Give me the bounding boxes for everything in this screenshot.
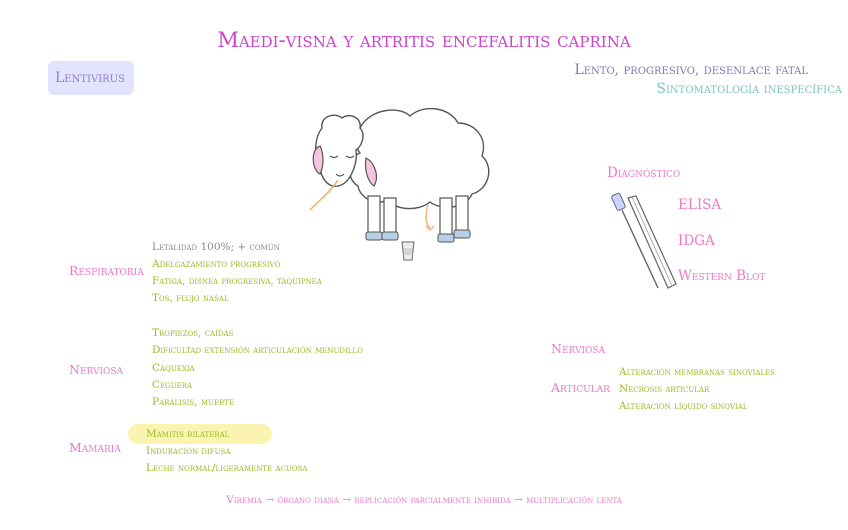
- list-item: Leche normal/ligeramente acuosa: [146, 462, 308, 474]
- nerviosa-label: Nerviosa: [69, 362, 124, 377]
- symptomatology-note: Sintomatología inespecífica: [656, 81, 842, 97]
- list-item: Fatiga, disnea progresiva, taquipnea: [152, 275, 322, 287]
- page-title: Maedi-visna y artritis encefalitis caprina: [217, 28, 631, 52]
- caprina-nerviosa-label: Nerviosa: [551, 341, 606, 356]
- list-item: Mamitis bilateral: [146, 428, 230, 440]
- list-item: Tos, flujo nasal: [152, 292, 229, 304]
- sheep-icon: [300, 98, 500, 268]
- course-description: Lento, progresivo, desenlace fatal: [574, 62, 808, 78]
- list-item: Ceguera: [152, 379, 193, 391]
- mamaria-label: Mamaria: [69, 440, 121, 455]
- list-item: Tropiezos, caídas: [152, 327, 234, 339]
- milk-cup-icon: [401, 240, 415, 262]
- respiratoria-label: Respiratoria: [69, 263, 144, 278]
- list-item: Caquexia: [152, 362, 195, 374]
- test-elisa: ELISA: [678, 197, 722, 213]
- list-item: Alteración membranas sinoviales: [619, 366, 776, 378]
- diagnostico-title: Diagnóstico: [607, 165, 681, 181]
- list-item: Alteración líquido sinovial: [619, 400, 748, 412]
- test-western-blot: Western Blot: [678, 268, 766, 284]
- respiratoria-note: Letalidad 100%; + común: [152, 241, 280, 253]
- list-item: Dificultad extensión articulación menudillo: [152, 344, 363, 356]
- list-item: Induración difusa: [146, 445, 231, 457]
- test-idga: IDGA: [678, 233, 715, 249]
- list-item: Adelgazamiento progresivo: [152, 258, 281, 270]
- pathogenesis-pathway: Viremia → órgano diana → replicación parcialmente inhibida → multiplicación lenta: [226, 494, 622, 506]
- list-item: Parálisis, muerte: [152, 396, 234, 408]
- lentivirus-label: Lentivirus: [55, 70, 125, 86]
- swab-tubes-icon: [610, 192, 680, 292]
- articular-label: Articular: [551, 380, 610, 395]
- list-item: Necrosis articular: [619, 383, 710, 395]
